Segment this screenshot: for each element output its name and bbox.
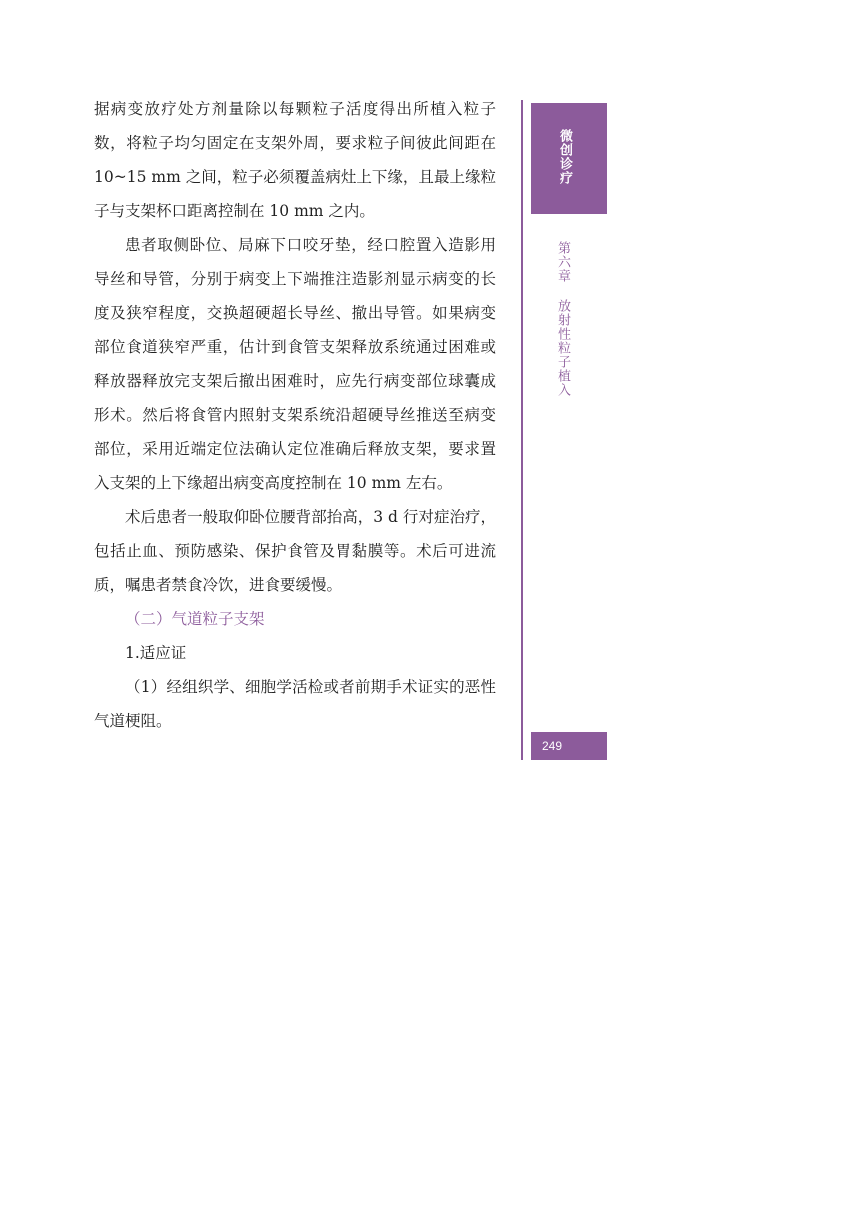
section-label: 微创诊疗	[557, 129, 572, 185]
chapter-number: 第六章	[555, 241, 570, 283]
chapter-title: 放射性粒子植入	[555, 299, 570, 397]
page-number: 249	[542, 739, 563, 753]
section-tab	[531, 103, 607, 214]
main-text	[94, 92, 496, 738]
paragraph: 术后患者一般取仰卧位腰背部抬高，3 d 行对症治疗，包括止血、预防感染、保护食管及胃黏膜等。术后可进流质，嘱患者禁食冷饮，进食要缓慢。	[94, 508, 496, 594]
item-heading: 1.适应证	[125, 644, 187, 662]
paragraph: 患者取侧卧位、局麻下口咬牙垫，经口腔置入造影用导丝和导管，分别于病变上下端推注造影剂显示病变的长度及狭窄程度，交换超硬超长导丝、撤出导管。如果病变部位食道狭窄严重，估计到食管支架释放系统通过困难或释放器释放完支架后撤出困难时，应先行病变部位球囊成形术。然后将食管内照射支架系统沿超硬导丝推送至病变部位，采用近端定位法确认定位准确后释放支架，要求置入支架的上下缘超出病变高度控制在 10 mm 左右。	[94, 236, 496, 492]
page-number-box	[531, 732, 607, 760]
paragraph: 据病变放疗处方剂量除以每颗粒子活度得出所植入粒子数，将粒子均匀固定在支架外周，要求粒子间彼此间距在 10~15 mm 之间，粒子必须覆盖病灶上下缘，且最上缘粒子与支架杯口距离控制在 10 mm 之内。	[94, 100, 496, 220]
list-item: （1）经组织学、细胞学活检或者前期手术证实的恶性气道梗阻。	[94, 678, 496, 730]
section-subheading: （二）气道粒子支架	[125, 610, 265, 628]
chapter-running-head	[553, 241, 572, 397]
margin-divider	[521, 100, 523, 760]
